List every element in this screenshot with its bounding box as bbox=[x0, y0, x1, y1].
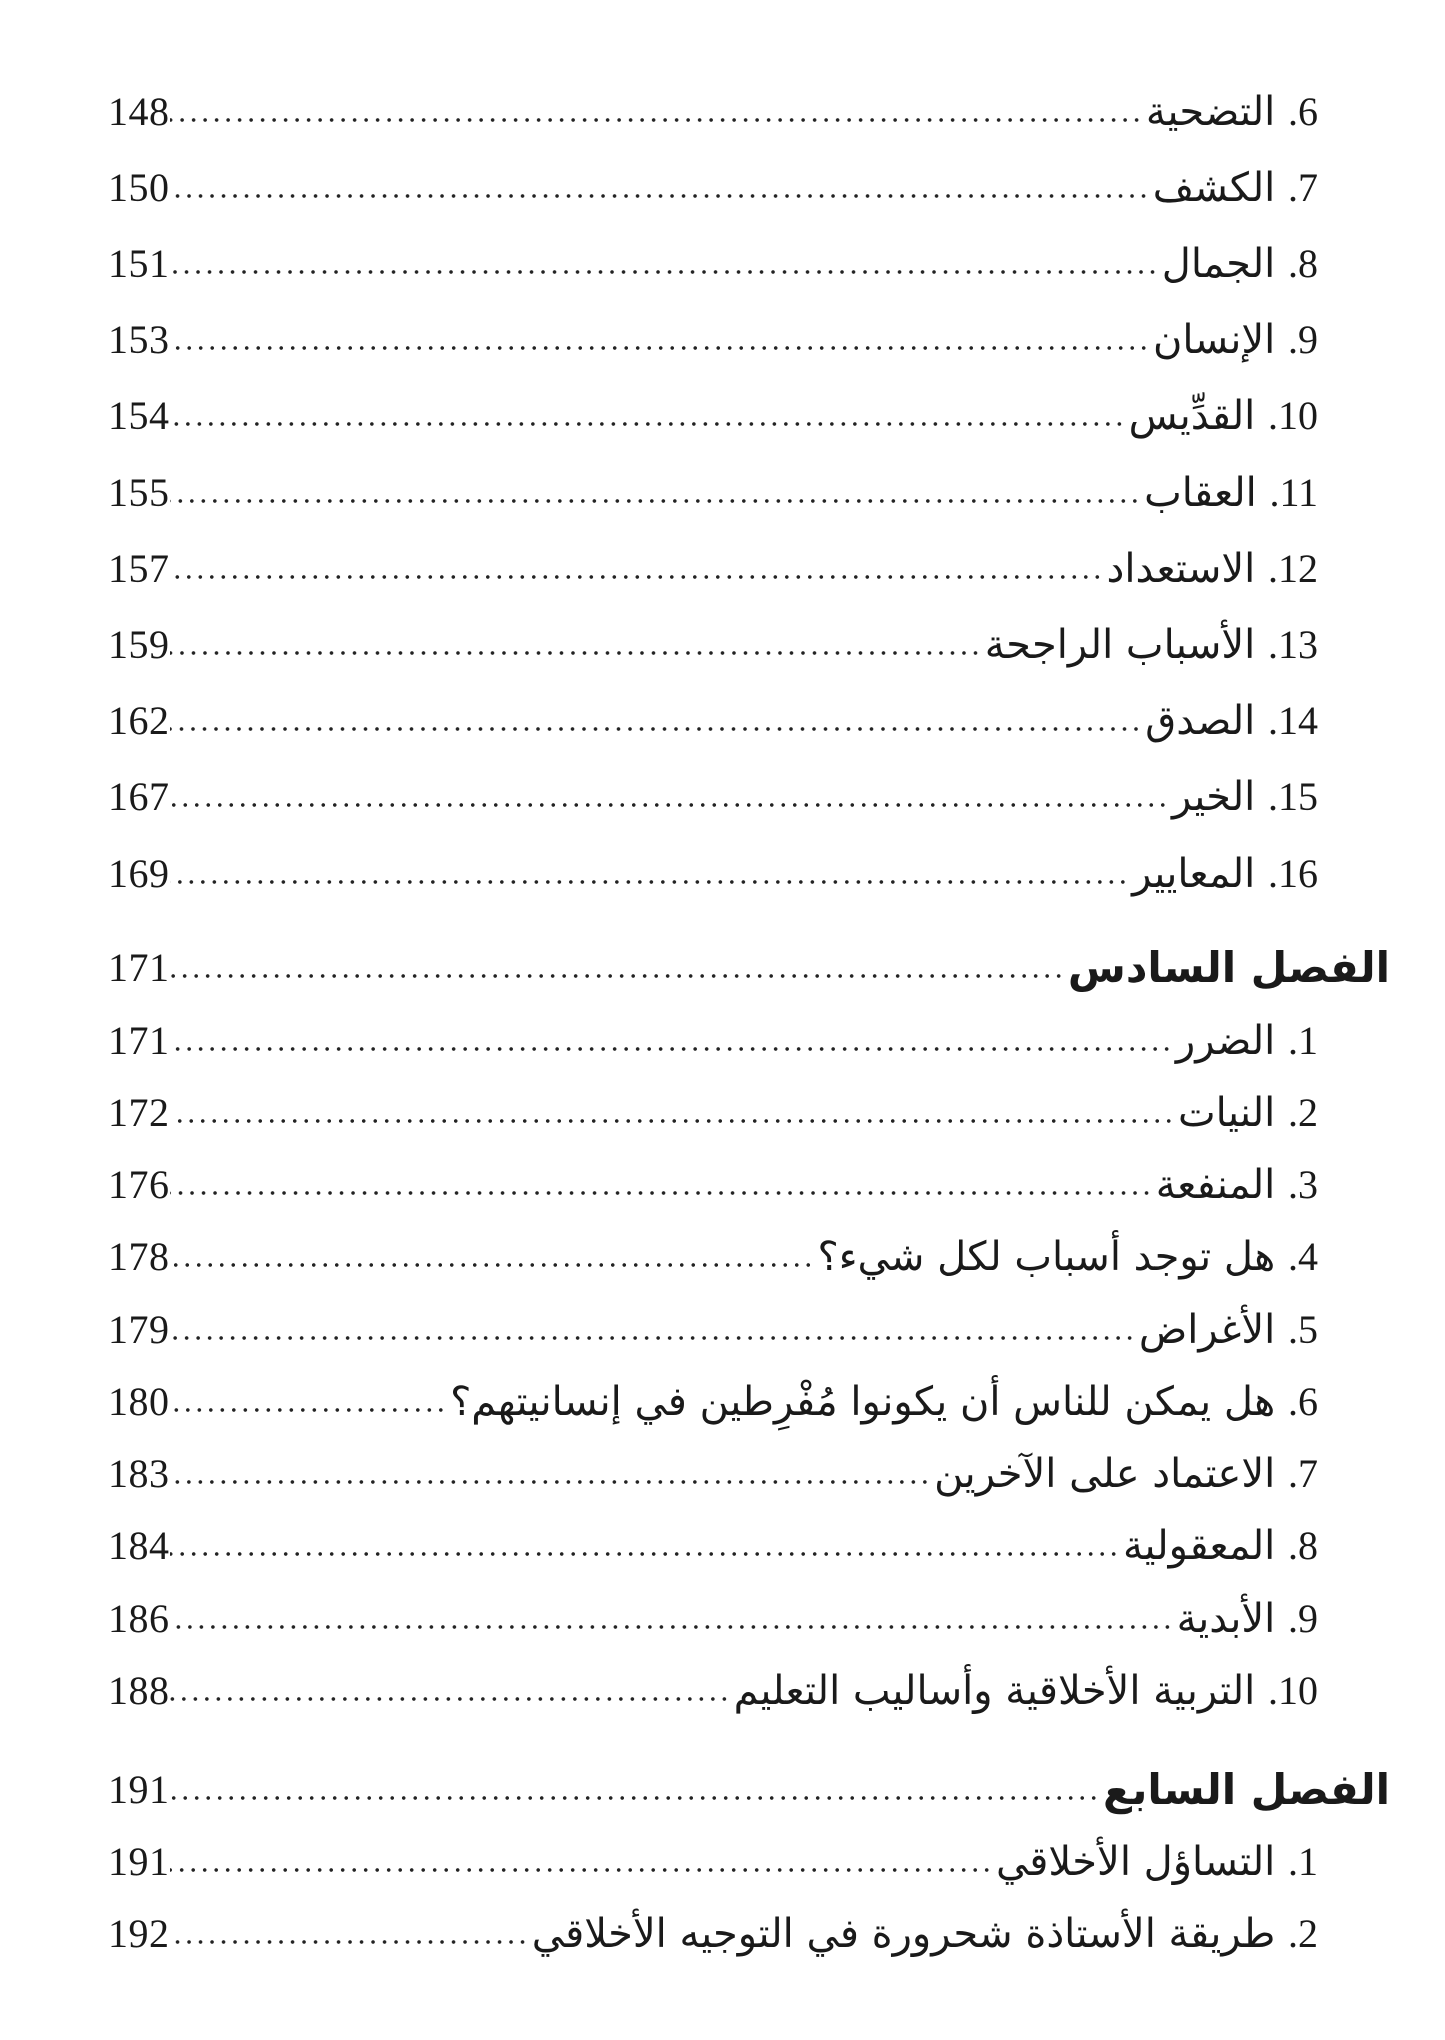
page-number: 186 bbox=[108, 1596, 170, 1641]
dot-leader bbox=[170, 725, 1142, 733]
entry-title: 8. المعقولية bbox=[1122, 1523, 1318, 1569]
dot-leader bbox=[170, 1938, 528, 1946]
entry-title: 6. التضحية bbox=[1145, 89, 1318, 135]
toc-entry[interactable] bbox=[108, 535, 1318, 595]
toc-entry[interactable] bbox=[108, 1368, 1318, 1428]
toc-entry[interactable] bbox=[108, 1828, 1318, 1888]
dot-leader bbox=[170, 1045, 1172, 1053]
dot-leader bbox=[170, 972, 1064, 980]
page-number: 171 bbox=[108, 945, 170, 990]
toc-entry[interactable] bbox=[108, 611, 1318, 671]
page-number: 180 bbox=[108, 1379, 170, 1424]
dot-leader bbox=[170, 1261, 814, 1269]
dot-leader bbox=[170, 420, 1125, 428]
page-number: 188 bbox=[108, 1668, 170, 1713]
entry-title: 1. الضرر bbox=[1175, 1018, 1318, 1064]
entry-title: 8. الجمال bbox=[1161, 241, 1318, 287]
toc-entry[interactable] bbox=[108, 1585, 1318, 1645]
dot-leader bbox=[170, 116, 1142, 124]
dot-leader bbox=[170, 1334, 1135, 1342]
entry-title: 9. الإنسان bbox=[1152, 317, 1318, 363]
toc-entry[interactable] bbox=[108, 840, 1318, 900]
toc-entry[interactable] bbox=[108, 1223, 1318, 1283]
entry-title: 14. الصدق bbox=[1145, 698, 1318, 744]
dot-leader bbox=[170, 192, 1149, 200]
entry-title: 11. العقاب bbox=[1144, 470, 1318, 516]
page-number: 153 bbox=[108, 317, 170, 362]
dot-leader bbox=[170, 1189, 1152, 1197]
entry-title: 9. الأبدية bbox=[1176, 1596, 1318, 1642]
dot-leader bbox=[170, 649, 981, 657]
dot-leader bbox=[170, 1623, 1173, 1631]
page-number: 167 bbox=[108, 774, 170, 819]
dot-leader bbox=[170, 1478, 931, 1486]
toc-entry[interactable] bbox=[108, 1512, 1318, 1572]
toc-entry[interactable] bbox=[108, 1151, 1318, 1211]
entry-title: 6. هل يمكن للناس أن يكونوا مُفْرِطين في إنسانيتهم؟ bbox=[450, 1379, 1318, 1425]
page-number: 154 bbox=[108, 393, 170, 438]
page-number: 148 bbox=[108, 89, 170, 134]
toc-entry[interactable] bbox=[108, 1079, 1318, 1139]
dot-leader bbox=[170, 1695, 730, 1703]
page-number: 191 bbox=[108, 1767, 170, 1812]
chapter-title: الفصل السابع bbox=[1102, 1765, 1390, 1814]
dot-leader bbox=[170, 878, 1129, 886]
page-number: 184 bbox=[108, 1523, 170, 1568]
entry-title: 1. التساؤل الأخلاقي bbox=[995, 1839, 1318, 1885]
dot-leader bbox=[170, 1550, 1119, 1558]
toc-entry[interactable] bbox=[108, 687, 1318, 747]
dot-leader bbox=[170, 1794, 1099, 1802]
entry-title: 10. القدِّيس bbox=[1128, 393, 1318, 439]
chapter-title: الفصل السادس bbox=[1067, 943, 1390, 992]
toc-entry[interactable] bbox=[108, 230, 1318, 290]
toc-entry[interactable] bbox=[108, 1900, 1318, 1960]
page-number: 183 bbox=[108, 1451, 170, 1496]
entry-title: 5. الأغراض bbox=[1138, 1307, 1318, 1353]
dot-leader bbox=[170, 497, 1141, 505]
entry-title: 13. الأسباب الراجحة bbox=[984, 622, 1318, 668]
page-number: 155 bbox=[108, 470, 170, 515]
page-number: 151 bbox=[108, 241, 170, 286]
entry-title: 3. المنفعة bbox=[1155, 1162, 1318, 1208]
toc-entry[interactable] bbox=[108, 763, 1318, 823]
toc-entry[interactable] bbox=[108, 78, 1318, 138]
page-number: 191 bbox=[108, 1839, 170, 1884]
entry-title: 16. المعايير bbox=[1132, 851, 1318, 897]
toc-chapter-6[interactable] bbox=[108, 934, 1390, 994]
toc-entry[interactable] bbox=[108, 382, 1318, 442]
entry-title: 2. النيات bbox=[1177, 1090, 1318, 1136]
page-number: 179 bbox=[108, 1307, 170, 1352]
page-number: 157 bbox=[108, 546, 170, 591]
toc-entry[interactable] bbox=[108, 1440, 1318, 1500]
toc-entry[interactable] bbox=[108, 459, 1318, 519]
page-number: 192 bbox=[108, 1911, 170, 1956]
dot-leader bbox=[170, 268, 1158, 276]
entry-title: 2. طريقة الأستاذة شحرورة في التوجيه الأخلاقي bbox=[531, 1911, 1318, 1957]
page-number: 159 bbox=[108, 622, 170, 667]
toc-entry[interactable] bbox=[108, 1657, 1318, 1717]
entry-title: 12. الاستعداد bbox=[1106, 546, 1318, 592]
page-number: 178 bbox=[108, 1234, 170, 1279]
entry-title: 7. الكشف bbox=[1152, 165, 1318, 211]
page-number: 176 bbox=[108, 1162, 170, 1207]
toc-entry[interactable] bbox=[108, 1296, 1318, 1356]
page-number: 150 bbox=[108, 165, 170, 210]
page-number: 172 bbox=[108, 1090, 170, 1135]
page-number: 162 bbox=[108, 698, 170, 743]
entry-title: 4. هل توجد أسباب لكل شيء؟ bbox=[817, 1234, 1318, 1280]
dot-leader bbox=[170, 1117, 1174, 1125]
dot-leader bbox=[170, 573, 1103, 581]
toc-entry[interactable] bbox=[108, 1007, 1318, 1067]
entry-title: 15. الخير bbox=[1172, 774, 1318, 820]
dot-leader bbox=[170, 1866, 992, 1874]
entry-title: 7. الاعتماد على الآخرين bbox=[934, 1451, 1318, 1497]
toc-chapter-7[interactable] bbox=[108, 1756, 1390, 1816]
page-number: 171 bbox=[108, 1018, 170, 1063]
dot-leader bbox=[170, 344, 1149, 352]
toc-entry[interactable] bbox=[108, 306, 1318, 366]
toc-entry[interactable] bbox=[108, 154, 1318, 214]
dot-leader bbox=[170, 1406, 447, 1414]
entry-title: 10. التربية الأخلاقية وأساليب التعليم bbox=[733, 1668, 1318, 1714]
page-number: 169 bbox=[108, 851, 170, 896]
dot-leader bbox=[170, 801, 1169, 809]
